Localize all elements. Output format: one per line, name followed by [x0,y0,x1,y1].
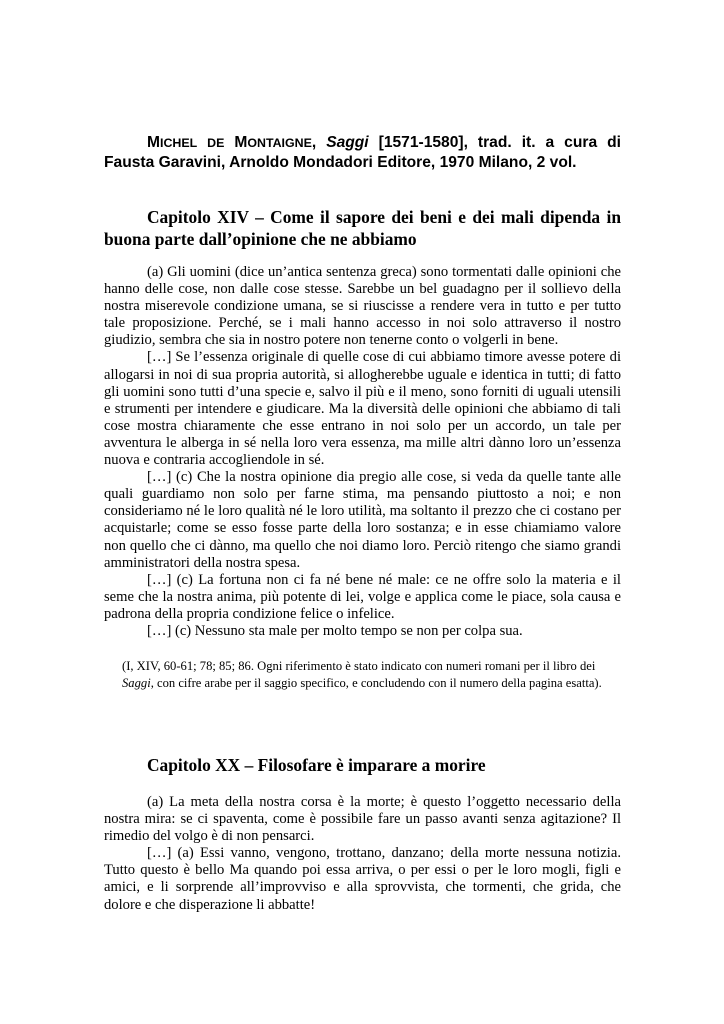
reference-note: (I, XIV, 60-61; 78; 85; 86. Ogni riferimento è stato indicato con numeri romani per il libro dei Saggi, con cifre arabe per il saggio specifico, e concludendo con il numero della pagina esatta). [122,659,602,690]
chapter-body [104,794,621,914]
chapter-body [104,264,621,640]
paragraph: (a) Gli uomini (dice un’antica sentenza greca) sono tormentati dalle opinioni che hanno delle cose, non dalle cose stesse. Sarebbe un bel guadagno per il sollievo della nostra miserevole condizione umana, se si riuscisse a rendere vera in tutto e per tutto tale proposizione. Perché, se i mali hanno accesso in noi solo attraverso il nostro giudizio, sembra che sia in nostro potere non tenerne conto o volgerli in bene. [104,264,621,349]
edition-info: [1571-1580], trad. it. a cura di Fausta Garavini, Arnoldo Mondadori Editore, 1970 Milano, 2 vol. [104,134,621,171]
paragraph: […] Se l’essenza originale di quelle cose di cui abbiamo timore avesse potere di allogarsi in noi di sua propria autorità, si allogherebbe uguale e identica in tutti; di fatto gli uomini sono tutti d’una specie e, salvo il più e il meno, sono forniti di uguali utensili e strumenti per intendere e giudicare. Ma la diversità delle opinioni che abbiamo di tali cose mostra chiaramente che esse entrano in noi solo per un accordo, un tale per avventura le alberga in sé nella loro vera essenza, ma mille altri dànno loro un’essenza nuova e contraria accogliendole in sé. [104,349,621,469]
paragraph: […] (c) La fortuna non ci fa né bene né male: ce ne offre solo la materia e il seme che la nostra anima, più potente di lei, volge e applica come le piace, sola causa e padrona della propria condizione felice o infelice. [104,571,621,622]
paragraph: […] (a) Essi vanno, vengono, trottano, danzano; della morte nessuna notizia. Tutto questo è bello Ma quando poi essa arriva, o per essi o per le loro mogli, figli e amici, e li sorprende all’improvviso e alla sprovvista, che tormenti, che grida, che dolore e che disperazione li abbatte! [104,845,621,913]
work-title: Saggi [326,134,369,151]
bibliographic-header: MICHEL DE MONTAIGNE, Saggi [1571-1580], trad. it. a cura di Fausta Garavini, Arnoldo Mondadori Editore, 1970 Milano, 2 vol. [104,134,621,171]
paragraph: […] (c) Nessuno sta male per molto tempo se non per colpa sua. [147,622,523,639]
chapter-heading: Capitolo XIV – Come il sapore dei beni e dei mali dipenda in buona parte dall’opinione che ne abbiamo [104,207,621,249]
paragraph: […] (c) Che la nostra opinione dia pregio alle cose, si veda da quelle tante alle quali guardiamo non solo per farne stima, ma pensando piuttosto a noi; e non consideriamo né le loro qualità né le loro utilità, ma soltanto il prezzo che ci costano per acquistarle; come se esso fosse parte della loro sostanza; e in esse chiamiamo valore non quello che ci dànno, ma quello che noi diamo loro. Perciò ritengo che siamo grandi amministratori della nostra spesa. [104,469,621,571]
author-name: MICHEL DE MONTAIGNE [147,134,312,151]
chapter-heading: Capitolo XX – Filosofare è imparare a morire [147,755,486,775]
paragraph: (a) La meta della nostra corsa è la morte; è questo l’oggetto necessario della nostra mira: se ci spaventa, come è possibile fare un passo avanti senza agitazione? Il rimedio del volgo è di non pensarci. [104,794,621,845]
